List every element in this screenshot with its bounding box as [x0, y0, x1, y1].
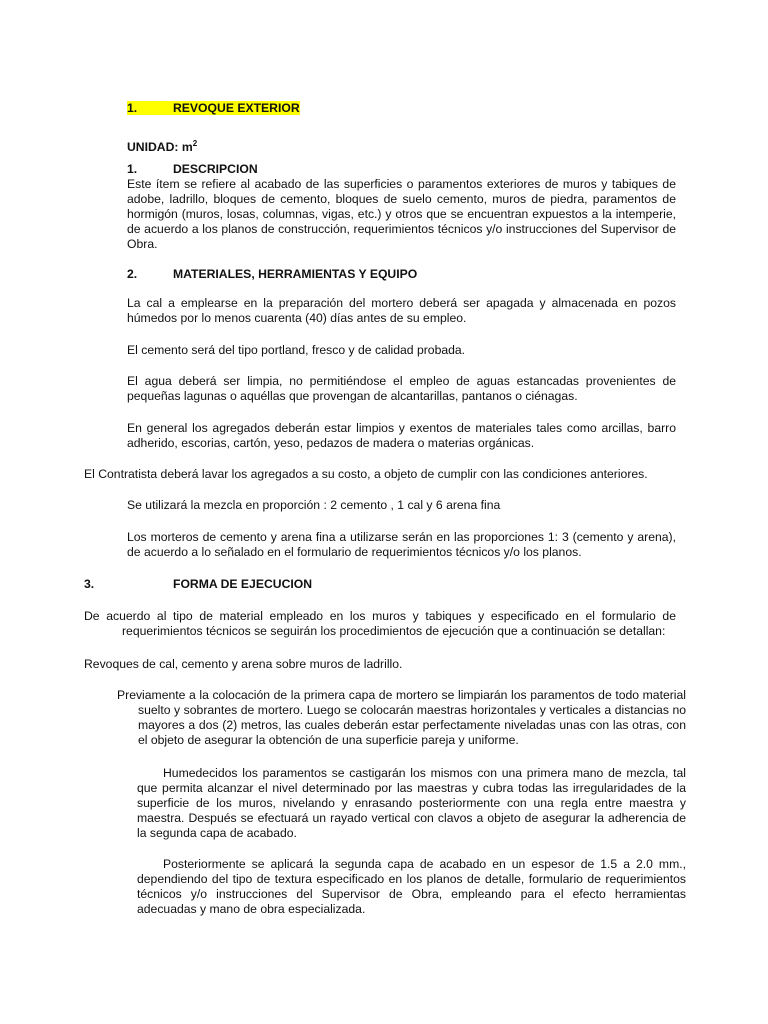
subsection-heading-descripcion: [127, 162, 258, 177]
section-title: REVOQUE EXTERIOR: [173, 101, 300, 115]
subsection-number: 1.: [127, 162, 138, 176]
subsection-number: 3.: [84, 577, 95, 591]
paragraph-morteros: Los morteros de cemento y arena fina a utilizarse serán en las proporciones 1: 3 (cemento y arena), de acuerdo a lo señalado en el formulario de requerimientos técnicos y/o los planos.: [127, 530, 676, 559]
subsection-title: DESCRIPCION: [173, 162, 258, 176]
subsection-title: MATERIALES, HERRAMIENTAS Y EQUIPO: [173, 267, 418, 281]
subsection-heading-materiales: [127, 267, 417, 282]
unit-label: UNIDAD: m: [127, 140, 193, 155]
highlighted-heading: [127, 101, 300, 115]
unit-superscript: 2: [192, 139, 198, 148]
paragraph-cal: La cal a emplearse en la preparación del mortero deberá ser apagada y almacenada en pozos húmedos por lo menos cuarenta (40) días antes de su empleo.: [127, 296, 676, 325]
paragraph-previamente: Previamente a la colocación de la primera capa de mortero se limpiarán los paramentos de todo material suelto y sobrantes de mortero. Luego se colocarán maestras horizontales y verticales a distancias no mayores a dos (2) metros, las cuales deberán estar perfectamente niveladas unas con las otras, con el objeto de asegurar la obtención de una superficie pareja y uniforme.: [117, 688, 686, 747]
paragraph-procedimientos: De acuerdo al tipo de material empleado en los muros y tabiques y especificado en el formulario de requerimientos técnicos se seguirán los procedimientos de ejecución que a continuación se detallan:: [84, 609, 676, 638]
paragraph-agregados: En general los agregados deberán estar limpios y exentos de materiales tales como arcillas, barro adherido, escorias, cartón, yeso, pedazos de madera o materias orgánicas.: [127, 421, 676, 450]
paragraph-cemento: El cemento será del tipo portland, fresco y de calidad probada.: [127, 343, 466, 357]
section-number: 1.: [127, 101, 138, 115]
paragraph-revoques-heading: Revoques de cal, cemento y arena sobre muros de ladrillo.: [84, 657, 403, 671]
section-heading: [127, 101, 300, 116]
subsection-heading-forma: [84, 577, 312, 592]
paragraph-humedecidos: Humedecidos los paramentos se castigarán los mismos con una primera mano de mezcla, tal que permita alcanzar el nivel determinado por las maestras y cubra todas las irregularidades de la superficie de los muros, nivelando y enrasando posteriormente con una regla entre maestra y maestra. Después se efectuará un rayado vertical con clavos a objeto de asegurar la adherencia de la segunda capa de acabado.: [137, 766, 686, 840]
paragraph-contratista: El Contratista deberá lavar los agregados a su costo, a objeto de cumplir con las condiciones anteriores.: [84, 467, 648, 481]
unit-line: [127, 136, 197, 155]
paragraph-descripcion: Este ítem se refiere al acabado de las superficies o paramentos exteriores de muros y tabiques de adobe, ladrillo, bloques de cemento, bloques de suelo cemento, muros de piedra, paramentos de hormigón (muros, losas, columnas, vigas, etc.) y otros que se encuentran expuestos a la intemperie, de acuerdo a los planos de construcción, requerimientos técnicos y/o instrucciones del Supervisor de Obra.: [127, 177, 676, 251]
paragraph-agua: El agua deberá ser limpia, no permitiéndose el empleo de aguas estancadas provenientes de pequeñas lagunas o aquéllas que provengan de alcantarillas, pantanos o ciénagas.: [127, 374, 676, 403]
subsection-number: 2.: [127, 267, 138, 281]
paragraph-mezcla: Se utilizará la mezcla en proporción : 2 cemento , 1 cal y 6 arena fina: [127, 498, 501, 512]
subsection-title: FORMA DE EJECUCION: [173, 577, 313, 591]
paragraph-posteriormente: Posteriormente se aplicará la segunda capa de acabado en un espesor de 1.5 a 2.0 mm., dependiendo del tipo de textura especificado en los planos de detalle, formulario de requerimientos técnicos y/o instrucciones del Supervisor de Obra, empleando para el efecto herramientas adecuadas y mano de obra especializada.: [137, 857, 686, 916]
